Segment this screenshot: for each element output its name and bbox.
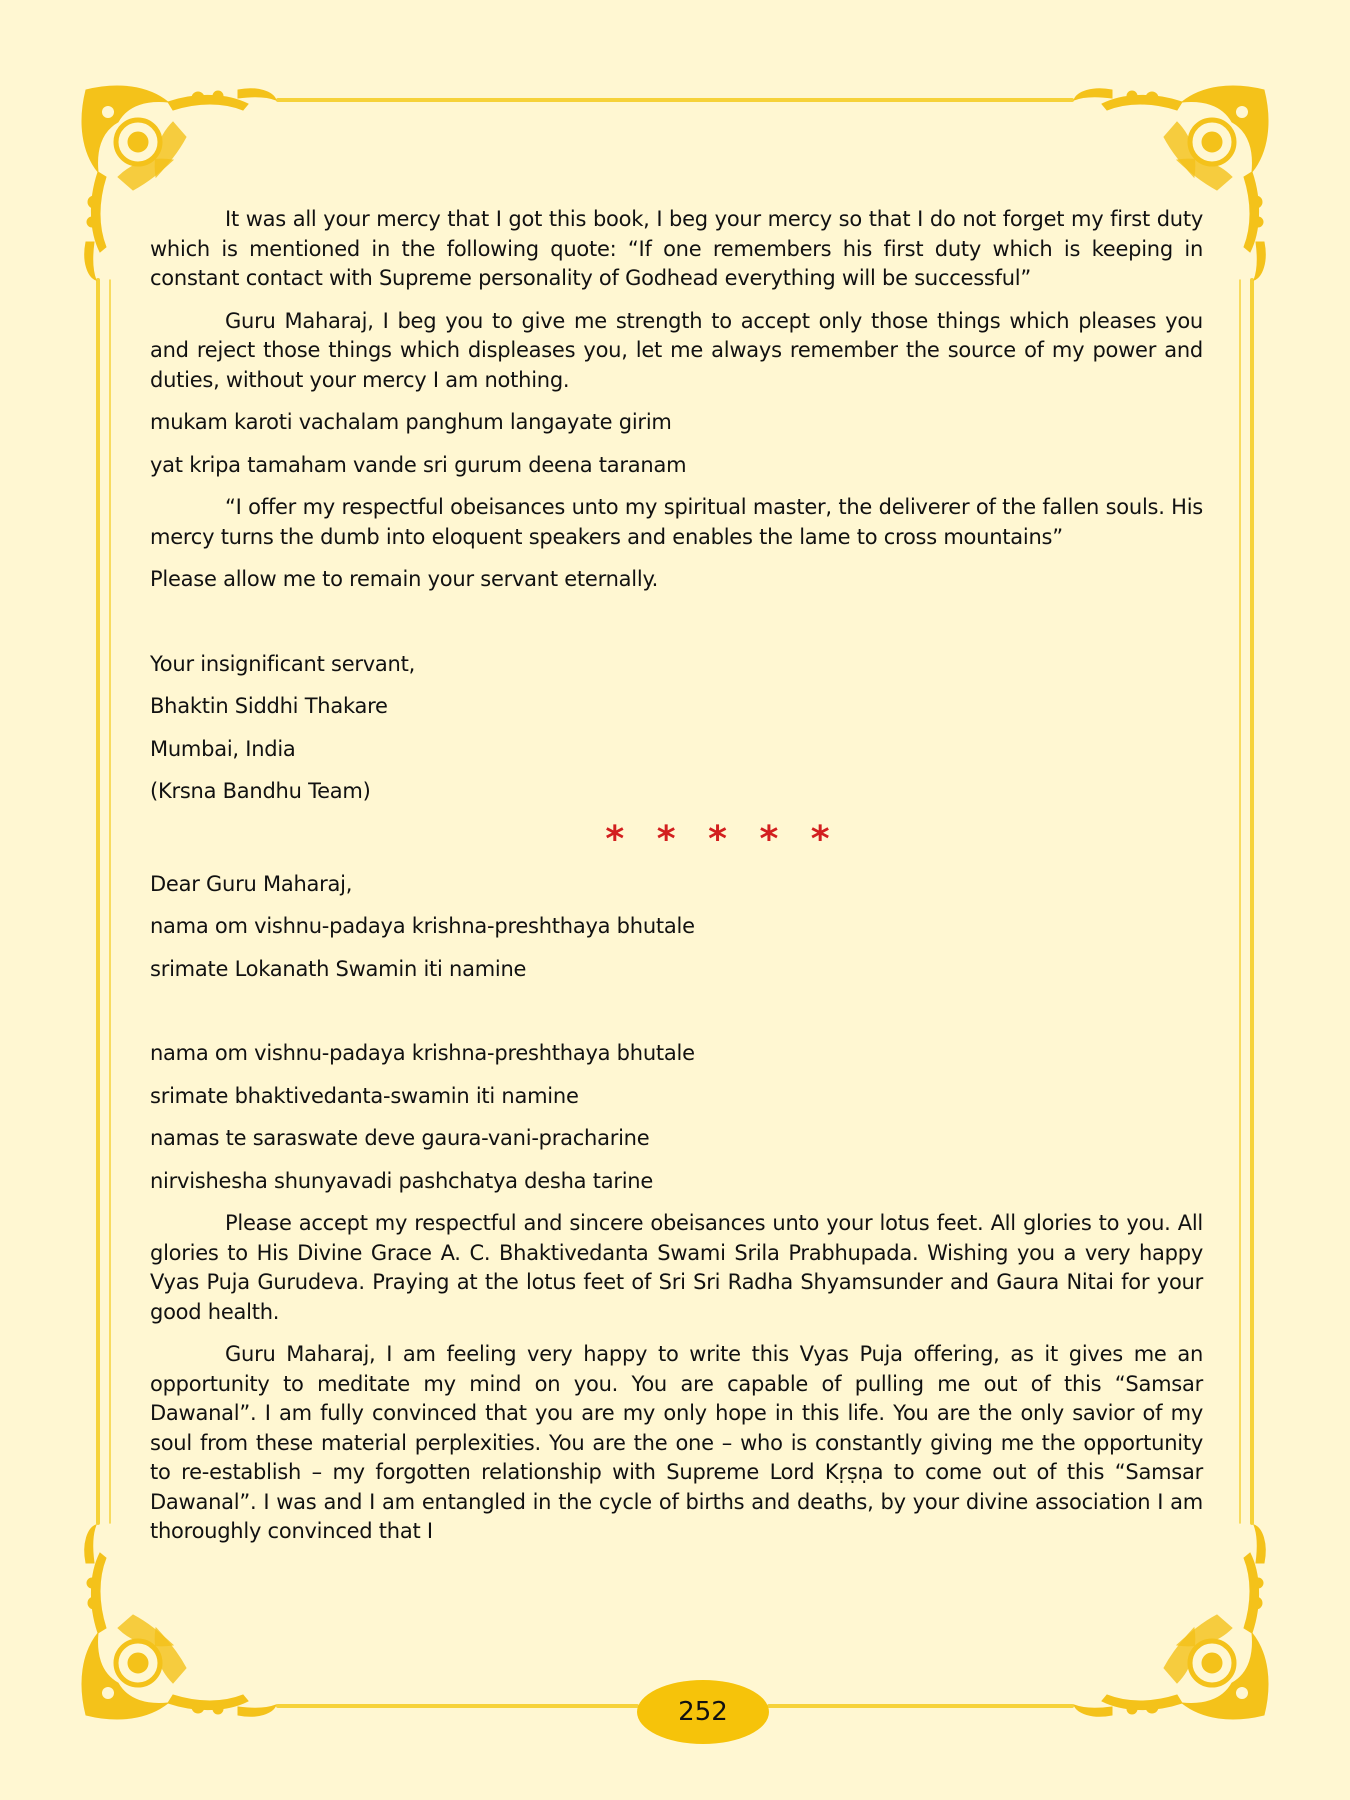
page-number: 252 [678,1697,728,1727]
verse-translation: “I offer my respectful obeisances unto my spiritual master, the deliverer of the fallen souls. His mercy turns the dumb into eloquent speakers and enables the lame to cross mountains” [150,495,1203,549]
body-paragraph: Guru Maharaj, I beg you to give me strength to accept only those things which pleases you and reject those things which displeases you, let me always remember the source of my power and duties, without your mercy I am nothing. [150,308,1203,392]
prayer-line: nama om vishnu-padaya krishna-preshthaya bhutale [150,1041,695,1065]
signature-team: (Krsna Bandhu Team) [150,779,371,803]
verse-line: yat kripa tamaham vande sri gurum deena taranam [150,452,687,477]
page-number-badge [637,1680,769,1744]
page-body [150,205,1203,1560]
prayer-line: srimate Lokanath Swamin iti namine [150,956,527,981]
body-paragraph: It was all your mercy that I got this book, I beg your mercy so that I do not forget my first duty which is mentioned in the following quote: “If one remembers his first duty which is keeping in constant contact with Supreme personality of Godhead everything will be successful” [150,207,1203,290]
signature-line: Your insignificant servant, [150,651,416,676]
signature-name: Bhaktin Siddhi Thakare [150,694,388,718]
signature-location: Mumbai, India [150,736,296,761]
verse-line: mukam karoti vachalam panghum langayate girim [150,410,672,434]
prayer-line: nirvishesha shunyavadi pashchatya desha tarine [150,1168,654,1193]
prayer-line: nama om vishnu-padaya krishna-preshthaya bhutale [150,914,695,938]
closing-line: Please allow me to remain your servant eternally. [150,567,659,591]
body-paragraph: Guru Maharaj, I am feeling very happy to write this Vyas Puja offering, as it gives me an opportunity to meditate my mind on you. You are capable of pulling me out of this “Samsar Dawanal”. I am fully convinced that you are my only hope in this life. You are the only savior of my soul from these material perplexities. You are the one – who is constantly giving me the opportunity to re-establish – my forgotten relationship with Supreme Lord Kṛṣṇa to come out of this “Samsar Dawanal”. I was and I am entangled in the cycle of births and deaths, by your divine association I am thoroughly convinced that I [150,1342,1203,1543]
prayer-line: namas te saraswate deve gaura-vani-pracharine [150,1126,650,1150]
section-separator-stars: * * * * * [605,818,840,860]
prayer-line: srimate bhaktivedanta-swamin iti namine [150,1083,579,1108]
salutation: Dear Guru Maharaj, [150,871,353,896]
body-paragraph: Please accept my respectful and sincere obeisances unto your lotus feet. All glories to you. All glories to His Divine Grace A. C. Bhaktivedanta Swami Srila Prabhupada. Wishing you a very happy Vyas Puja Gurudeva. Praying at the lotus feet of Sri Sri Radha Shyamsunder and Gaura Nitai for your good health. [150,1211,1203,1324]
